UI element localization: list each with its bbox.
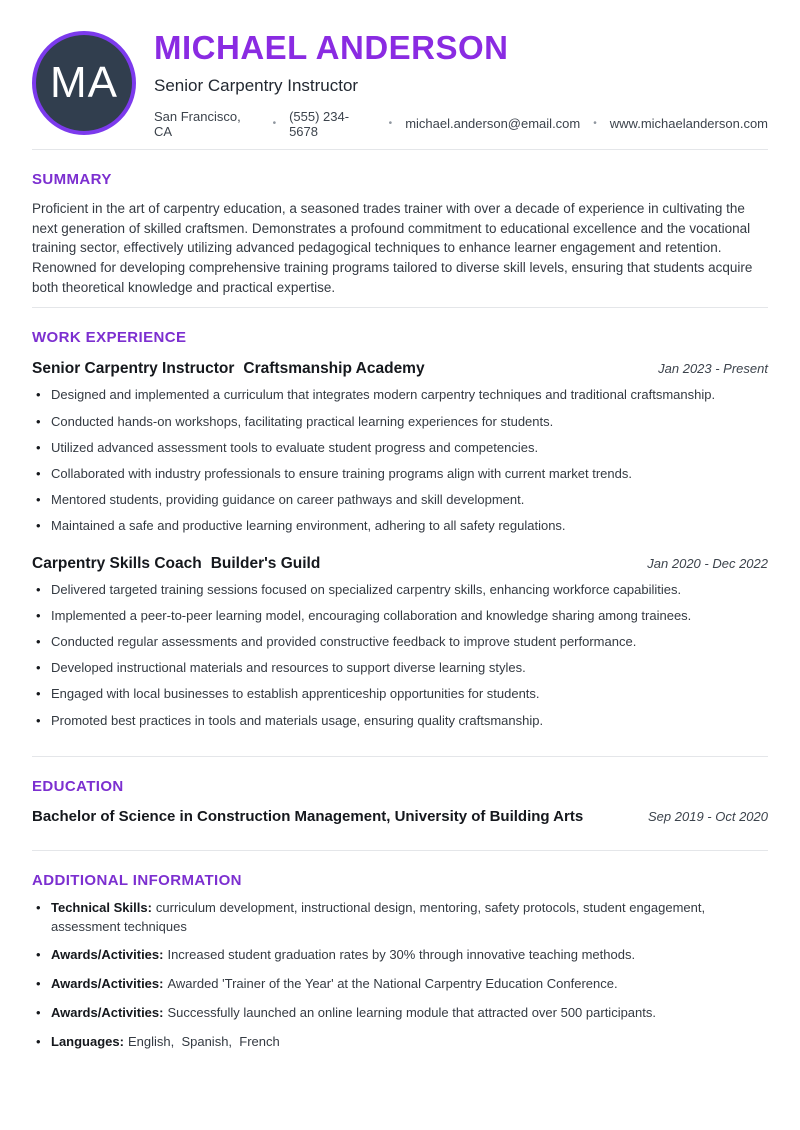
info-text: Increased student graduation rates by 30% through innovative teaching methods. xyxy=(167,947,636,963)
bullet-item xyxy=(32,581,768,599)
bullet-text: Designed and implemented a curriculum that integrates modern carpentry techniques and traditional craftsmanship. xyxy=(51,387,716,403)
candidate-title: Senior Carpentry Instructor xyxy=(154,75,359,95)
section-divider xyxy=(32,850,768,851)
job-role: Carpentry Skills Coach xyxy=(32,554,202,572)
job-header xyxy=(32,360,768,378)
job-dates: Jan 2023 - Present xyxy=(658,361,768,377)
degree-title: Bachelor of Science in Construction Management, University of Building Arts xyxy=(32,807,584,825)
avatar xyxy=(32,31,136,135)
job-entry xyxy=(32,555,768,730)
education-dates: Sep 2019 - Oct 2020 xyxy=(648,808,768,824)
education-section xyxy=(32,778,768,825)
bullet-text: Utilized advanced assessment tools to evaluate student progress and competencies. xyxy=(51,439,539,455)
info-text: Awarded 'Trainer of the Year' at the National Carpentry Education Conference. xyxy=(167,976,618,992)
bullet-item xyxy=(32,386,768,404)
info-item-awards xyxy=(32,946,768,965)
bullet-text: Engaged with local businesses to establish apprenticeship opportunities for students. xyxy=(51,686,540,702)
bullet-text: Mentored students, providing guidance on career pathways and skill development. xyxy=(51,492,525,508)
info-item-languages xyxy=(32,1033,768,1052)
info-label: Languages: xyxy=(51,1033,124,1049)
job-company: Craftsmanship Academy xyxy=(243,360,425,378)
bullet-item xyxy=(32,685,768,703)
bullet-item xyxy=(32,607,768,625)
job-dates: Jan 2020 - Dec 2022 xyxy=(647,555,768,571)
section-divider xyxy=(32,756,768,757)
job-entry xyxy=(32,360,768,535)
bullet-text: Conducted regular assessments and provided constructive feedback to improve student performance. xyxy=(51,633,637,649)
bullet-text: Promoted best practices in tools and materials usage, ensuring quality craftsmanship. xyxy=(51,712,544,728)
candidate-name: MICHAEL ANDERSON xyxy=(154,29,509,66)
additional-information-section xyxy=(32,872,768,1052)
additional-info-list xyxy=(32,899,768,1052)
header-text xyxy=(154,28,768,139)
job-role: Senior Carpentry Instructor xyxy=(32,360,235,378)
bullet-item xyxy=(32,659,768,677)
info-text: curriculum development, instructional design, mentoring, safety protocols, student engagement, assessment techniques xyxy=(51,899,709,934)
info-item-awards xyxy=(32,975,768,994)
info-label: Awards/Activities: xyxy=(51,947,164,963)
section-divider xyxy=(32,307,768,308)
avatar-initials: MA xyxy=(50,58,118,108)
bullet-text: Delivered targeted training sessions focused on specialized carpentry skills, enhancing workforce capabilities. xyxy=(51,581,682,597)
contact-phone: (555) 234-5678 xyxy=(289,108,350,139)
bullet-item xyxy=(32,491,768,509)
bullet-text: Developed instructional materials and resources to support diverse learning styles. xyxy=(51,660,526,676)
resume-header xyxy=(32,28,768,139)
info-label: Technical Skills: xyxy=(51,899,152,915)
contact-row xyxy=(154,109,768,139)
bullet-text: Maintained a safe and productive learning environment, adhering to all safety regulations. xyxy=(51,518,566,534)
bullet-item xyxy=(32,712,768,730)
job-bullet-list xyxy=(32,581,768,730)
bullet-text: Conducted hands-on workshops, facilitating practical learning experiences for students. xyxy=(51,413,554,429)
bullet-item xyxy=(32,633,768,651)
summary-section xyxy=(32,171,768,298)
info-text: English, Spanish, French xyxy=(127,1033,280,1049)
bullet-item xyxy=(32,439,768,457)
bullet-item xyxy=(32,465,768,483)
info-label: Awards/Activities: xyxy=(51,1005,164,1021)
work-experience-section xyxy=(32,329,768,729)
work-experience-heading: WORK EXPERIENCE xyxy=(32,329,187,347)
info-item-technical-skills xyxy=(32,899,768,937)
bullet-item xyxy=(32,413,768,431)
job-bullet-list xyxy=(32,386,768,535)
dot-separator-icon: • xyxy=(388,118,393,130)
job-title-line xyxy=(32,555,320,573)
dot-separator-icon: • xyxy=(272,118,277,130)
bullet-text: Collaborated with industry professionals to ensure training programs align with current market trends. xyxy=(51,466,632,482)
info-text: Successfully launched an online learning module that attracted over 500 participants. xyxy=(167,1005,656,1021)
contact-website: www.michaelanderson.com xyxy=(609,116,768,132)
education-entry xyxy=(32,808,768,825)
summary-text: Proficient in the art of carpentry education, a seasoned trades trainer with over a decade of experience in cultivating the next generation of skilled craftsmen. Demonstrates a profound commitment to educational excellence and the vocational training sector, effectively utilizing advanced pedagogical techniques to enhance learner engagement and retention. Renowned for developing comprehensive training programs tailored to diverse skill levels, ensuring that students acquire both theoretical knowledge and practical expertise. xyxy=(32,200,753,295)
info-item-awards xyxy=(32,1004,768,1023)
dot-separator-icon: • xyxy=(593,118,597,130)
bullet-item xyxy=(32,517,768,535)
contact-email: michael.anderson@email.com xyxy=(405,116,581,132)
additional-information-heading: ADDITIONAL INFORMATION xyxy=(32,871,242,889)
job-header xyxy=(32,555,768,573)
bullet-text: Implemented a peer-to-peer learning model, encouraging collaboration and knowledge sharing among trainees. xyxy=(51,607,692,623)
job-company: Builder's Guild xyxy=(210,554,321,572)
contact-location: San Francisco, CA xyxy=(154,108,241,139)
summary-heading: SUMMARY xyxy=(32,170,112,188)
job-title-line xyxy=(32,360,425,378)
education-heading: EDUCATION xyxy=(32,777,124,795)
header-divider xyxy=(32,149,768,150)
info-label: Awards/Activities: xyxy=(51,976,164,992)
